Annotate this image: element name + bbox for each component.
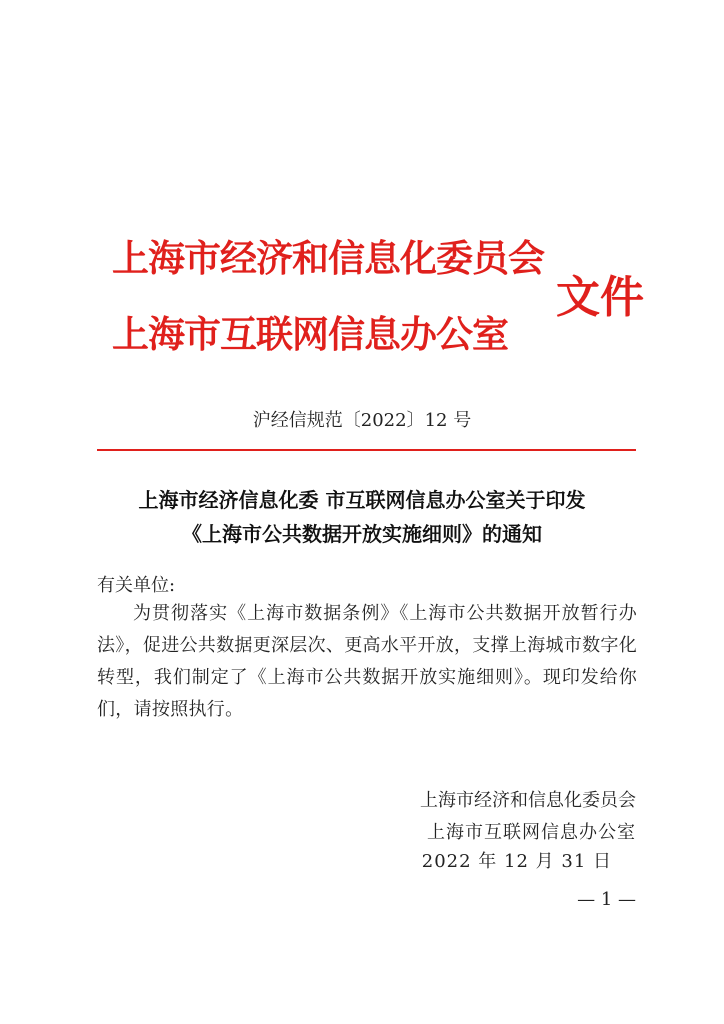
document-number: 沪经信规范〔2022〕12 号 [252, 410, 472, 431]
red-divider [97, 449, 636, 451]
issuer-line-1: 上海市经济和信息化委员会 [112, 236, 544, 280]
signature-org-2: 上海市互联网信息办公室 [427, 822, 636, 843]
page-number: — 1 — [577, 889, 636, 910]
signature-date: 2022 年 12 月 31 日 [421, 851, 612, 872]
notice-title-line-2: 《上海市公共数据开放实施细则》的通知 [182, 522, 542, 546]
body-paragraph: 为贯彻落实《上海市数据条例》《上海市公共数据开放暂行办法》，促进公共数据更深层次、更高水平开放，支撑上海城市数字化转型，我们制定了《上海市公共数据开放实施细则》。现印发给你们，请按照执行。 [97, 603, 637, 720]
salutation: 有关单位: [97, 575, 176, 596]
file-word: 文件 [556, 272, 644, 323]
issuer-line-2: 上海市互联网信息办公室 [112, 312, 508, 356]
notice-title-line-1: 上海市经济信息化委 市互联网信息办公室关于印发 [138, 488, 586, 512]
signature-org-1: 上海市经济和信息化委员会 [420, 790, 636, 811]
